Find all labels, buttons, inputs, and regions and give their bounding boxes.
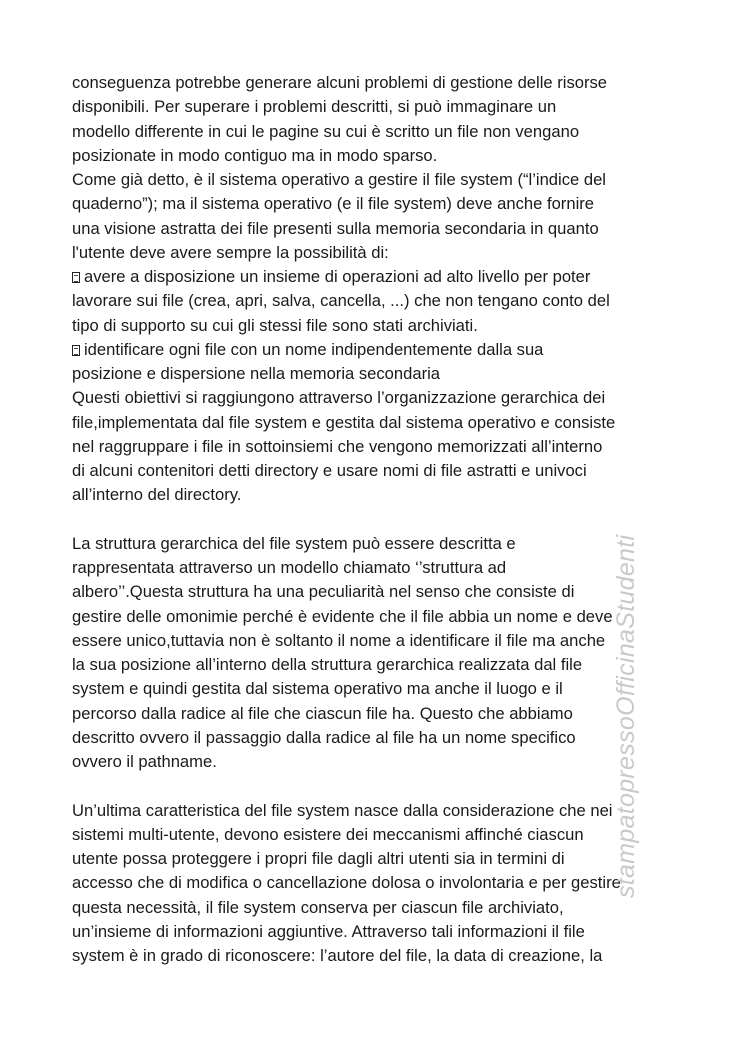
bullet-item	[72, 338, 682, 387]
line-text: ovvero il pathname.	[72, 752, 217, 771]
line-text: all’interno del directory.	[72, 485, 242, 505]
line-text: essere unico,tuttavia non è soltanto il nome a identificare il file ma anche	[72, 630, 606, 650]
text-line	[72, 95, 682, 119]
text-line	[72, 677, 682, 701]
text-line	[72, 483, 682, 507]
line-text: una visione astratta dei file presenti sulla memoria secondaria in quanto	[72, 218, 599, 238]
line-text: system e quindi gestita dal sistema operativo ma anche il luogo e il	[72, 679, 563, 699]
line-text: identificare ogni file con un nome indipendentemente dalla sua	[84, 339, 544, 359]
paragraph-gap	[72, 774, 682, 798]
line-text: quaderno”); ma il sistema operativo (e il file system) deve anche fornire	[72, 194, 595, 214]
line-text: sistemi multi-utente, devono esistere dei meccanismi affinché ciascun	[72, 824, 584, 844]
paragraph	[72, 799, 682, 969]
line-text: Come già detto, è il sistema operativo a gestire il file system (“l’indice del	[72, 170, 606, 189]
text-line	[72, 726, 682, 750]
paragraph	[72, 532, 682, 775]
text-line	[72, 71, 682, 95]
text-line	[72, 168, 682, 192]
text-line	[72, 435, 682, 459]
line-text: descritto ovvero il passaggio dalla radice al file ha un nome specifico	[72, 727, 576, 747]
text-line	[72, 411, 682, 435]
text-line	[72, 289, 682, 313]
text-line	[72, 241, 682, 265]
text-line	[72, 847, 682, 871]
text-line	[72, 799, 682, 823]
text-line	[72, 314, 682, 338]
line-text: disponibili. Per superare i problemi descritti, si può immaginare un	[72, 97, 557, 117]
text-line	[72, 702, 682, 726]
text-line	[72, 362, 682, 386]
line-text: file,implementata dal file system e gestita dal sistema operativo e consiste	[72, 412, 616, 432]
line-text: un’insieme di informazioni aggiuntive. Attraverso tali informazioni il file	[72, 921, 585, 941]
text-line	[72, 192, 682, 216]
text-line	[72, 944, 682, 968]
line-text: l'utente deve avere sempre la possibilità di:	[72, 242, 389, 262]
missing-glyph-bullet-icon	[72, 272, 80, 283]
text-line	[72, 217, 682, 241]
bullet-item	[72, 265, 682, 338]
line-text: system è in grado di riconoscere: l’autore del file, la data di creazione, la	[72, 946, 603, 965]
text-line	[72, 556, 682, 580]
line-text: tipo di supporto su cui gli stessi file sono stati archiviati.	[72, 315, 478, 335]
paragraph	[72, 71, 682, 265]
text-line	[72, 920, 682, 944]
text-line	[72, 532, 682, 556]
paragraph	[72, 386, 682, 507]
watermark-stamp: stampatopressoOfficinaStudenti	[612, 534, 640, 898]
paragraph-gap	[72, 508, 682, 532]
text-line	[72, 653, 682, 677]
line-text: utente possa proteggere i propri file dagli altri utenti sia in termini di	[72, 849, 565, 868]
text-line	[72, 629, 682, 653]
line-text: posizionate in modo contiguo ma in modo sparso.	[72, 145, 438, 165]
line-text: di alcuni contenitori detti directory e usare nomi di file astratti e univoci	[72, 461, 587, 480]
line-text: La struttura gerarchica del file system può essere descritta e	[72, 533, 516, 553]
text-line	[72, 386, 682, 410]
line-text: questa necessità, il file system conserva per ciascun file archiviato,	[72, 897, 564, 917]
line-text: rappresentata attraverso un modello chiamato ‘’struttura ad	[72, 558, 507, 577]
line-text: accesso che di modifica o cancellazione dolosa o involontaria e per gestire	[72, 873, 621, 893]
text-line	[72, 871, 682, 895]
line-text: nel raggruppare i file in sottoinsiemi che vengono memorizzati all’interno	[72, 436, 603, 456]
document-body	[72, 71, 682, 968]
text-line	[72, 750, 682, 774]
line-text: avere a disposizione un insieme di operazioni ad alto livello per poter	[84, 267, 591, 286]
text-line	[72, 459, 682, 483]
text-line	[72, 265, 682, 289]
text-line	[72, 605, 682, 629]
line-text: Questi obiettivi si raggiungono attraverso l’organizzazione gerarchica dei	[72, 388, 606, 408]
line-text: modello differente in cui le pagine su cui è scritto un file non vengano	[72, 121, 580, 141]
line-text: posizione e dispersione nella memoria secondaria	[72, 364, 441, 383]
text-line	[72, 144, 682, 168]
line-text: albero’’.Questa struttura ha una peculiarità nel senso che consiste di	[72, 582, 575, 602]
line-text: gestire delle omonimie perché è evidente che il file abbia un nome e deve	[72, 606, 613, 626]
line-text: la sua posizione all’interno della struttura gerarchica realizzata dal file	[72, 655, 583, 674]
text-line	[72, 896, 682, 920]
line-text: lavorare sui file (crea, apri, salva, cancella, ...) che non tengano conto del	[72, 291, 610, 311]
text-line	[72, 823, 682, 847]
line-text: percorso dalla radice al file che ciascun file ha. Questo che abbiamo	[72, 703, 573, 723]
text-line	[72, 120, 682, 144]
text-line	[72, 338, 682, 362]
missing-glyph-bullet-icon	[72, 345, 80, 356]
text-line	[72, 580, 682, 604]
line-text: Un’ultima caratteristica del file system nasce dalla considerazione che nei	[72, 800, 613, 820]
line-text: conseguenza potrebbe generare alcuni problemi di gestione delle risorse	[72, 73, 608, 92]
